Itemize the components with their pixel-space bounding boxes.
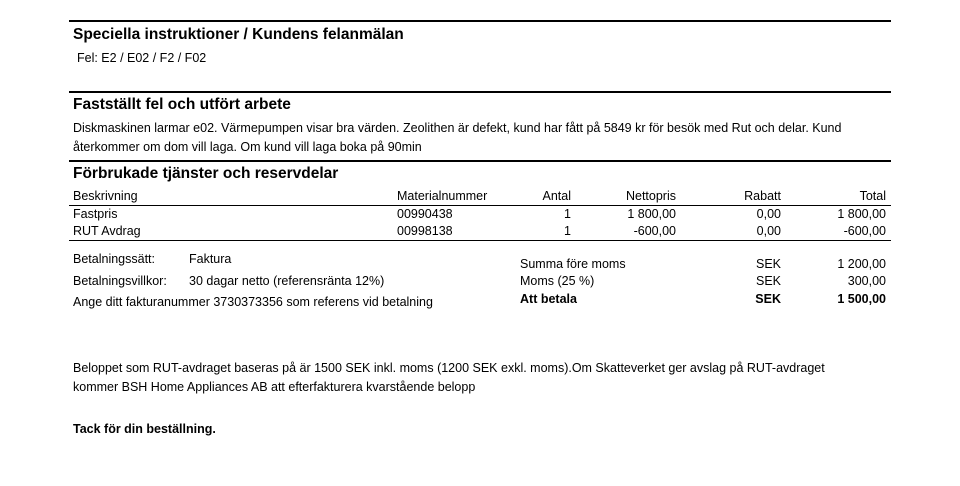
rut-note: Beloppet som RUT-avdraget baseras på är 1500 SEK inkl. moms (1200 SEK exkl. moms).Om Skatteverket ger avslag på RUT-avdraget kommer BSH Home Appliances AB att efterfakturera kvarstående belopp	[73, 361, 825, 394]
table-header-line	[69, 205, 891, 206]
col-total: Total	[859, 189, 886, 203]
col-discount: Rabatt	[744, 189, 781, 203]
payment-reference: Ange ditt fakturanummer 3730373356 som referens vid betalning	[73, 295, 433, 309]
col-net: Nettopris	[625, 189, 676, 203]
special-heading: Speciella instruktioner / Kundens felanmälan	[73, 26, 404, 43]
amount-due-currency: SEK	[755, 292, 781, 306]
divider-work	[69, 91, 891, 93]
special-text: Fel: E2 / E02 / F2 / F02	[77, 51, 207, 65]
table-bottom-line	[69, 240, 891, 241]
row-description: Fastpris	[73, 207, 118, 221]
row-qty: 1	[564, 207, 571, 221]
divider-top	[69, 20, 891, 22]
services-heading: Förbrukade tjänster och reservdelar	[73, 165, 339, 182]
work-heading: Fastställt fel och utfört arbete	[73, 96, 291, 113]
col-material: Materialnummer	[397, 189, 488, 203]
thank-you-text: Tack för din beställning.	[73, 422, 216, 436]
payment-method-label: Betalningssätt:	[73, 252, 155, 266]
vat-label: Moms (25 %)	[520, 274, 595, 288]
vat-amount: 300,00	[847, 274, 886, 288]
row-material: 00998138	[397, 224, 453, 238]
payment-method-value: Faktura	[189, 252, 232, 266]
row-net: 1 800,00	[627, 207, 676, 221]
row-total: -600,00	[843, 224, 886, 238]
amount-due-label: Att betala	[520, 292, 577, 306]
col-qty: Antal	[542, 189, 571, 203]
payment-terms-value: 30 dagar netto (referensränta 12%)	[189, 274, 385, 288]
row-total: 1 800,00	[837, 207, 886, 221]
row-net: -600,00	[633, 224, 676, 238]
row-qty: 1	[564, 224, 571, 238]
subtotal-currency: SEK	[755, 257, 781, 271]
subtotal-amount: 1 200,00	[837, 257, 886, 271]
row-discount: 0,00	[756, 207, 781, 221]
subtotal-label: Summa före moms	[520, 257, 626, 271]
payment-terms-label: Betalningsvillkor:	[73, 274, 167, 288]
divider-services	[69, 160, 891, 162]
vat-currency: SEK	[755, 274, 781, 288]
row-description: RUT Avdrag	[73, 224, 141, 238]
work-text: Diskmaskinen larmar e02. Värmepumpen visar bra värden. Zeolithen är defekt, kund har fått på 5849 kr för besök med Rut och delar. Kund återkommer om dom vill laga. Om kund vill laga boka på 90min	[73, 121, 842, 154]
row-material: 00990438	[397, 207, 453, 221]
col-description: Beskrivning	[73, 189, 138, 203]
row-discount: 0,00	[756, 224, 781, 238]
amount-due-amount: 1 500,00	[837, 292, 886, 306]
